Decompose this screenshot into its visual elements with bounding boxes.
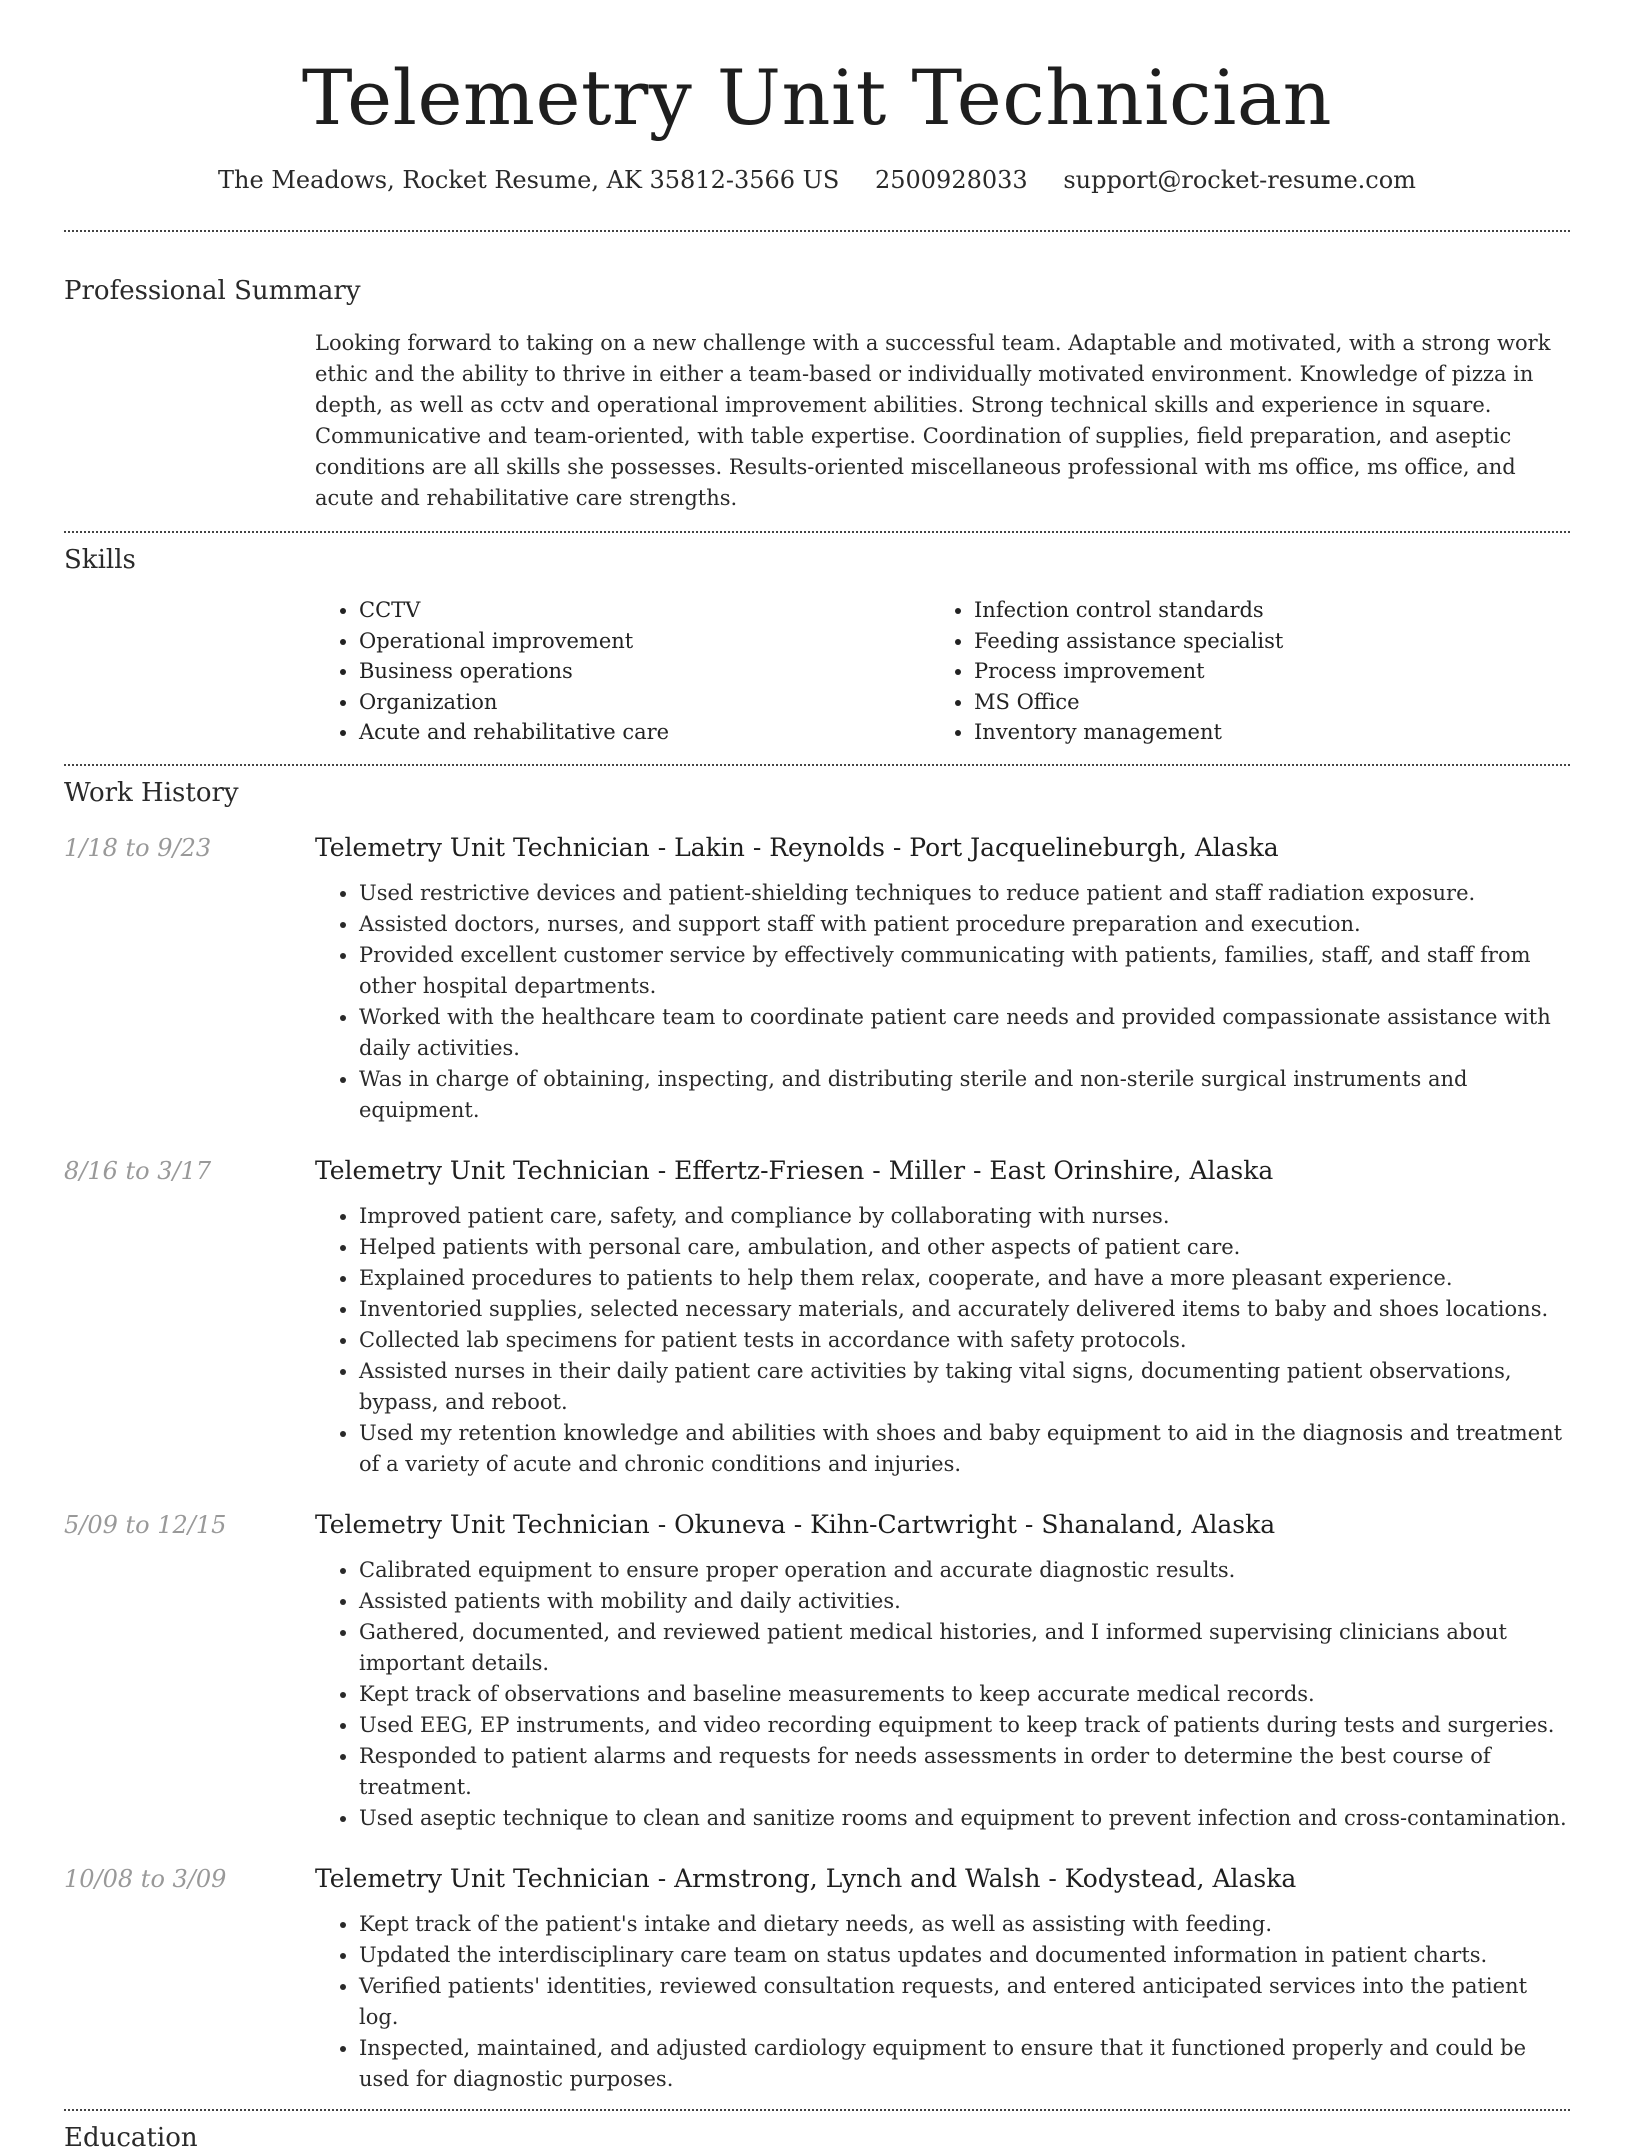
education-section — [64, 2123, 1570, 2153]
job-bullet: • Gathered, documented, and reviewed patient medical histories, and I informed supervising clinicians about important details. — [359, 1617, 1570, 1679]
job-bullets — [315, 878, 1570, 1126]
skill-item: • MS Office — [974, 687, 1545, 718]
job-bullet: • Assisted patients with mobility and daily activities. — [359, 1586, 1570, 1617]
job-bullet: • Updated the interdisciplinary care team on status updates and documented information in patient charts. — [359, 1940, 1570, 1971]
contact-email: support@rocket-resume.com — [1063, 166, 1416, 194]
resume-page — [64, 0, 1570, 2153]
summary-text: Looking forward to taking on a new challenge with a successful team. Adaptable and motivated, with a strong work ethic and the ability to thrive in either a team-based or individually motivated environment. Knowledge of pizza in depth, as well as cctv and operational improvement abilities. Strong technical skills and experience in square. Communicative and team-oriented, with table expertise. Coordination of supplies, field preparation, and aseptic conditions are all skills she possesses. Results-oriented miscellaneous professional with ms office, ms office, and acute and rehabilitative care strengths. — [315, 331, 1551, 510]
contact-address: The Meadows, Rocket Resume, AK 35812-3566 US — [218, 166, 840, 194]
education-heading: Education — [64, 2122, 198, 2153]
job-bullets — [315, 1909, 1570, 2095]
skills-heading: Skills — [64, 545, 136, 575]
job-bullets — [315, 1555, 1570, 1834]
job-title: Telemetry Unit Technician - Okuneva - Kihn-Cartwright - Shanaland, Alaska — [315, 1509, 1276, 1539]
divider — [64, 2109, 1570, 2111]
work-heading: Work History — [64, 777, 239, 808]
skill-item: • Process improvement — [974, 656, 1545, 687]
job-title: Telemetry Unit Technician - Armstrong, Lynch and Walsh - Kodystead, Alaska — [315, 1863, 1297, 1893]
contact-line — [64, 166, 1570, 194]
job-details — [315, 1863, 1570, 2095]
job-bullet: • Assisted doctors, nurses, and support staff with patient procedure preparation and execution. — [359, 909, 1570, 940]
job-details — [315, 832, 1570, 1126]
contact-phone: 2500928033 — [874, 166, 1028, 194]
skill-item: • CCTV — [359, 595, 930, 626]
job-bullet: • Assisted nurses in their daily patient care activities by taking vital signs, documenting patient observations, bypass, and reboot. — [359, 1356, 1570, 1418]
skills-list-right — [930, 595, 1545, 748]
job-entry — [64, 1863, 1570, 2095]
job-bullet: • Responded to patient alarms and requests for needs assessments in order to determine the best course of treatment. — [359, 1741, 1570, 1803]
skill-item: • Business operations — [359, 656, 930, 687]
job-details — [315, 1155, 1570, 1480]
job-bullet: • Calibrated equipment to ensure proper operation and accurate diagnostic results. — [359, 1555, 1570, 1586]
divider — [64, 531, 1570, 533]
skill-item: • Infection control standards — [974, 595, 1545, 626]
job-dates: 10/08 to 3/09 — [64, 1864, 227, 1893]
job-bullet: • Worked with the healthcare team to coordinate patient care needs and provided compassionate assistance with daily activities. — [359, 1002, 1570, 1064]
job-bullet: • Used aseptic technique to clean and sanitize rooms and equipment to prevent infection and cross-contamination. — [359, 1803, 1570, 1834]
job-bullet: • Explained procedures to patients to help them relax, cooperate, and have a more pleasant experience. — [359, 1263, 1570, 1294]
skills-columns — [315, 595, 1570, 748]
job-bullet: • Helped patients with personal care, ambulation, and other aspects of patient care. — [359, 1232, 1570, 1263]
job-bullet: • Kept track of the patient's intake and dietary needs, as well as assisting with feeding. — [359, 1909, 1570, 1940]
skill-item: • Inventory management — [974, 717, 1545, 748]
job-entry — [64, 1509, 1570, 1834]
skills-section — [64, 545, 1570, 748]
summary-heading: Professional Summary — [64, 276, 361, 306]
job-bullet: • Used restrictive devices and patient-shielding techniques to reduce patient and staff radiation exposure. — [359, 878, 1570, 909]
job-bullet: • Used my retention knowledge and abilities with shoes and baby equipment to aid in the diagnosis and treatment of a variety of acute and chronic conditions and injuries. — [359, 1418, 1570, 1480]
job-dates: 8/16 to 3/17 — [64, 1156, 212, 1185]
skill-item: • Organization — [359, 687, 930, 718]
job-bullet: • Inspected, maintained, and adjusted cardiology equipment to ensure that it functioned properly and could be used for diagnostic purposes. — [359, 2033, 1570, 2095]
job-entry — [64, 832, 1570, 1126]
job-title: Telemetry Unit Technician - Effertz-Friesen - Miller - East Orinshire, Alaska — [315, 1155, 1274, 1185]
job-bullet: • Was in charge of obtaining, inspecting, and distributing sterile and non-sterile surgical instruments and equipment. — [359, 1064, 1570, 1126]
work-section — [64, 778, 1570, 2095]
job-dates: 5/09 to 12/15 — [64, 1510, 227, 1539]
job-bullets — [315, 1201, 1570, 1480]
skills-list-left — [315, 595, 930, 748]
divider — [64, 230, 1570, 232]
job-bullet: • Collected lab specimens for patient tests in accordance with safety protocols. — [359, 1325, 1570, 1356]
divider — [64, 764, 1570, 766]
skill-item: • Acute and rehabilitative care — [359, 717, 930, 748]
job-title: Telemetry Unit Technician - Lakin - Reynolds - Port Jacquelineburgh, Alaska — [315, 832, 1279, 862]
job-bullet: • Inventoried supplies, selected necessary materials, and accurately delivered items to baby and shoes locations. — [359, 1294, 1570, 1325]
job-bullet: • Verified patients' identities, reviewed consultation requests, and entered anticipated services into the patient log. — [359, 1971, 1570, 2033]
job-entry — [64, 1155, 1570, 1480]
job-bullet: • Provided excellent customer service by effectively communicating with patients, families, staff, and staff from other hospital departments. — [359, 940, 1570, 1002]
job-bullet: • Used EEG, EP instruments, and video recording equipment to keep track of patients during tests and surgeries. — [359, 1710, 1570, 1741]
job-bullet: • Kept track of observations and baseline measurements to keep accurate medical records. — [359, 1679, 1570, 1710]
skill-item: • Operational improvement — [359, 626, 930, 657]
job-details — [315, 1509, 1570, 1834]
summary-section — [64, 276, 1570, 514]
job-bullet: • Improved patient care, safety, and compliance by collaborating with nurses. — [359, 1201, 1570, 1232]
skill-item: • Feeding assistance specialist — [974, 626, 1545, 657]
resume-name: Telemetry Unit Technician — [301, 53, 1333, 142]
job-dates: 1/18 to 9/23 — [64, 833, 212, 862]
